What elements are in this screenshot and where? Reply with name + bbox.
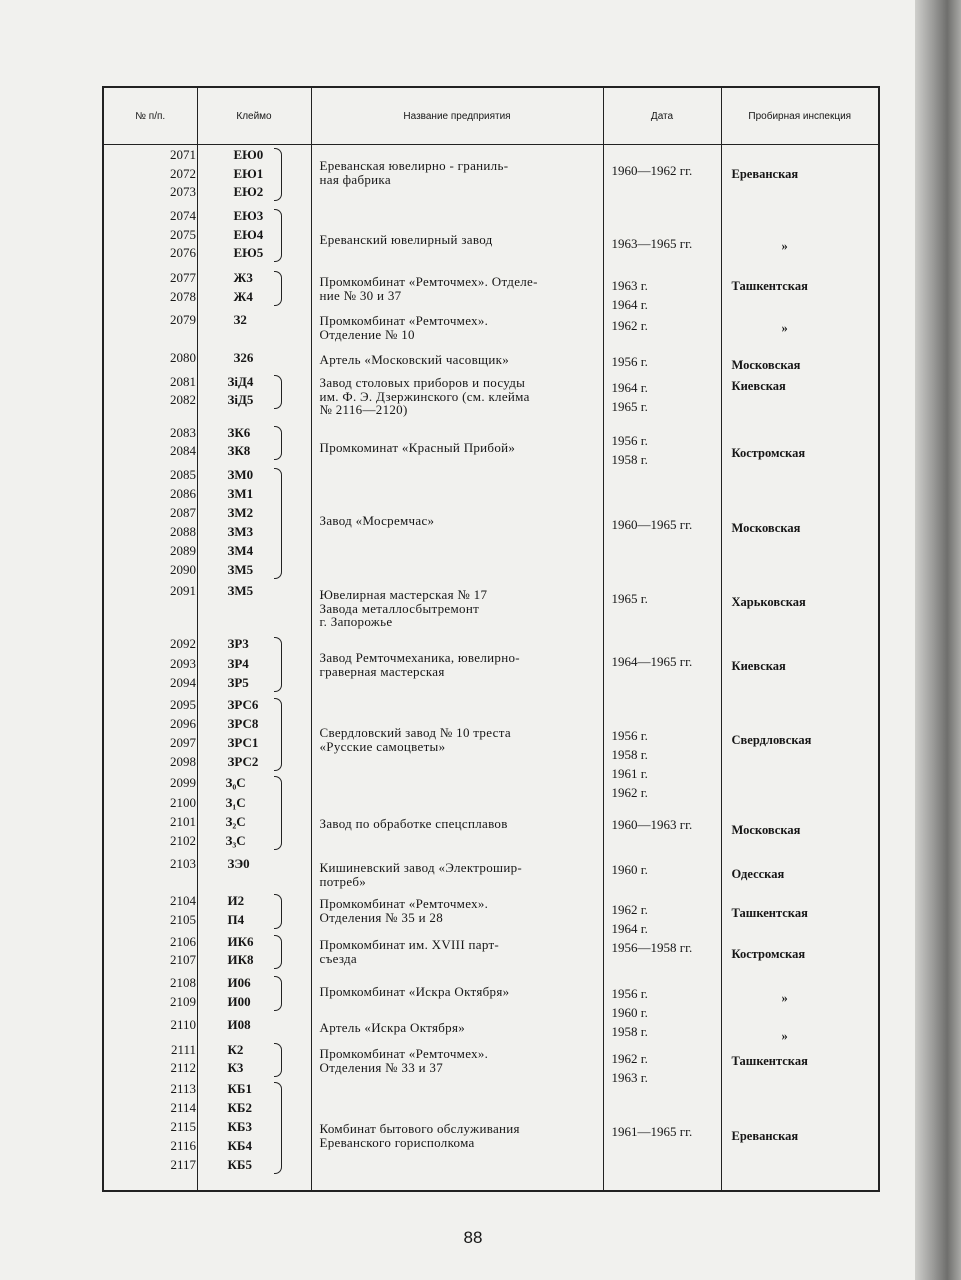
row-number: 2071: [170, 147, 196, 162]
row-number: 2109: [170, 994, 196, 1009]
hallmark-code: ЕЮ2: [233, 184, 264, 199]
hallmark-code: ЗМ1: [227, 486, 254, 501]
enterprise-name: Промкомбинат «Ремточмех». Отделение № 10: [319, 313, 489, 342]
hallmark-code: ЕЮ3: [233, 208, 264, 223]
enterprise-name: Завод столовых приборов и посуды им. Ф. Э. Дзержинского (см. клейма № 2116—2120): [319, 375, 530, 417]
hallmark-code: ЕЮ1: [233, 166, 264, 181]
hallmark-code: ЗК6: [227, 425, 251, 440]
hallmark-code: ЗРС2: [227, 754, 259, 769]
row-number: 2076: [170, 245, 196, 260]
hallmark-code: З₀С: [225, 775, 246, 790]
hallmark-code: И06: [227, 975, 251, 990]
row-number: 2073: [170, 184, 196, 199]
row-number: 2095: [170, 697, 196, 712]
hallmark-code: ЕЮ5: [233, 245, 264, 260]
hallmark-code: ЗР4: [227, 656, 249, 671]
date-range: 1960—1962 гг.: [611, 163, 693, 178]
hallmark-code: ЗРС1: [227, 735, 259, 750]
date-range: 1961—1965 гг.: [611, 1124, 693, 1139]
row-number: 2115: [170, 1119, 196, 1134]
hallmark-code: Ж3: [233, 270, 253, 285]
enterprise-name: Артель «Московский часовщик»: [319, 352, 510, 367]
date-range: 1964 г. 1965 г.: [611, 380, 648, 414]
hallmark-code: З₃С: [225, 833, 246, 848]
group-brace: [274, 375, 282, 409]
hallmark-code: К3: [227, 1060, 244, 1075]
row-number: 2082: [170, 392, 196, 407]
row-number: 2112: [170, 1060, 196, 1075]
table-header-row: [103, 87, 879, 145]
row-number: 2089: [170, 543, 196, 558]
hallmark-code: ИК6: [227, 934, 254, 949]
date-range: 1964—1965 гг.: [611, 654, 693, 669]
row-number: 2093: [170, 656, 196, 671]
enterprise-name: Завод Ремточмеханика, ювелирно- граверная мастерская: [319, 650, 520, 679]
row-number: 2080: [170, 350, 196, 365]
row-number: 2078: [170, 289, 196, 304]
hallmark-code: ЕЮ0: [233, 147, 264, 162]
date-range: 1962 г.: [611, 318, 648, 333]
row-number: 2091: [170, 583, 196, 598]
group-brace: [274, 1082, 282, 1174]
date-range: 1956 г. 1958 г.: [611, 433, 648, 467]
hallmark-code: КБ3: [227, 1119, 253, 1134]
enterprise-name: Кишиневский завод «Электрошир- потреб»: [319, 860, 523, 889]
enterprise-name: Промкомбинат им. XVIII парт- съезда: [319, 937, 500, 966]
row-number: 2098: [170, 754, 196, 769]
hallmark-code: КБ4: [227, 1138, 253, 1153]
row-number: 2117: [170, 1157, 196, 1172]
row-number: 2075: [170, 227, 196, 242]
hallmark-code: З₂С: [225, 814, 246, 829]
hallmark-code: ЗР3: [227, 636, 249, 651]
group-brace: [274, 426, 282, 460]
assay-inspection: »: [781, 991, 788, 1005]
group-brace: [274, 976, 282, 1011]
enterprise-name: Завод по обработке спецсплавов: [319, 816, 508, 831]
enterprise-name: Артель «Искра Октября»: [319, 1020, 466, 1035]
hallmark-code: З2: [233, 312, 247, 327]
row-number: 2099: [170, 775, 196, 790]
group-brace: [274, 935, 282, 969]
group-brace: [274, 468, 282, 579]
row-number: 2097: [170, 735, 196, 750]
date-range: 1963 г. 1964 г.: [611, 278, 648, 312]
row-number: 2111: [170, 1042, 196, 1057]
assay-inspection: Московская: [731, 358, 801, 372]
inspection-column: [722, 145, 879, 1190]
row-number: 2086: [170, 486, 196, 501]
date-range: 1956 г.: [611, 354, 648, 369]
row-number: 2101: [170, 814, 196, 829]
row-number: 2092: [170, 636, 196, 651]
assay-inspection: »: [781, 239, 788, 253]
header-date: Дата: [603, 87, 721, 145]
group-brace: [274, 271, 282, 306]
hallmark-code: ЗiД5: [227, 392, 254, 407]
group-brace: [274, 698, 282, 771]
row-number: 2090: [170, 562, 196, 577]
hallmark-code: ЗРС8: [227, 716, 259, 731]
date-range: 1956 г. 1958 г. 1961 г. 1962 г.: [611, 728, 648, 800]
hallmark-code: ЗМ5: [227, 583, 254, 598]
row-number: 2083: [170, 425, 196, 440]
hallmark-code: П4: [227, 912, 245, 927]
hallmark-code: КБ5: [227, 1157, 253, 1172]
assay-inspection: Киевская: [731, 379, 786, 393]
assay-inspection: Костромская: [731, 446, 806, 460]
assay-inspection: Ташкентская: [731, 1054, 808, 1068]
hallmark-code: ЗРС6: [227, 697, 259, 712]
enterprise-name: Комбинат бытового обслуживания Ереванского горисполкома: [319, 1121, 520, 1150]
hallmark-code: КБ2: [227, 1100, 253, 1115]
hallmark-code: ЗМ5: [227, 562, 254, 577]
page-edge-shadow: [915, 0, 961, 1280]
hallmark-code: К2: [227, 1042, 244, 1057]
row-number: 2085: [170, 467, 196, 482]
row-number: 2116: [170, 1138, 196, 1153]
hallmark-code: З₁С: [225, 795, 246, 810]
header-enterprise: Название предприятия: [311, 87, 603, 145]
assay-inspection: Киевская: [731, 659, 786, 673]
group-brace: [274, 148, 282, 201]
date-range: 1965 г.: [611, 591, 648, 606]
row-number: 2114: [170, 1100, 196, 1115]
assay-inspection: Ереванская: [731, 1129, 799, 1143]
group-brace: [274, 209, 282, 262]
row-number: 2105: [170, 912, 196, 927]
date-range: 1963—1965 гг.: [611, 236, 693, 251]
hallmark-register-table: [102, 86, 880, 1192]
assay-inspection: Московская: [731, 823, 801, 837]
assay-inspection: Костромская: [731, 947, 806, 961]
hallmark-code: ЕЮ4: [233, 227, 264, 242]
row-number: 2087: [170, 505, 196, 520]
group-brace: [274, 637, 282, 692]
assay-inspection: Ереванская: [731, 167, 799, 181]
group-brace: [274, 776, 282, 850]
header-inspection: Пробирная инспекция: [721, 87, 879, 145]
enterprise-name: Ереванская ювелирно - грaниль- ная фабрика: [319, 158, 509, 187]
enterprise-name: Ереванский ювелирный завод: [319, 232, 493, 247]
row-number: 2113: [170, 1081, 196, 1096]
hallmark-code: ИК8: [227, 952, 254, 967]
row-number: 2103: [170, 856, 196, 871]
row-number: 2100: [170, 795, 196, 810]
row-number: 2096: [170, 716, 196, 731]
hallmark-code: ЗМ2: [227, 505, 254, 520]
enterprise-name: Промкомбинат «Ремточмех». Отделения № 35 и 28: [319, 896, 489, 925]
date-range: 1956 г. 1960 г.: [611, 986, 648, 1020]
assay-inspection: Ташкентская: [731, 906, 808, 920]
row-number: 2104: [170, 893, 196, 908]
hallmark-code: ЗК8: [227, 443, 251, 458]
hallmark-code: КБ1: [227, 1081, 253, 1096]
assay-inspection: Харьковская: [731, 595, 806, 609]
enterprise-name: Промкомбинат «Ремточмех». Отделения № 33 и 37: [319, 1046, 489, 1075]
assay-inspection: Свердловская: [731, 733, 812, 747]
group-brace: [274, 1043, 282, 1077]
date-range: 1956—1958 гг.: [611, 940, 693, 955]
hallmark-code: И2: [227, 893, 245, 908]
hallmark-code: Ж4: [233, 289, 253, 304]
enterprise-column: [312, 145, 603, 1190]
enterprise-name: Свердловский завод № 10 треста «Русские самоцветы»: [319, 725, 511, 754]
mark-column: [198, 145, 311, 1190]
assay-inspection: Ташкентская: [731, 279, 808, 293]
row-number: 2074: [170, 208, 196, 223]
hallmark-code: З26: [233, 350, 254, 365]
number-column: [104, 145, 197, 1190]
group-brace: [274, 894, 282, 929]
hallmark-code: ЗМ4: [227, 543, 254, 558]
row-number: 2077: [170, 270, 196, 285]
assay-inspection: Одесская: [731, 867, 785, 881]
row-number: 2079: [170, 312, 196, 327]
hallmark-code: ЗЭ0: [227, 856, 250, 871]
row-number: 2088: [170, 524, 196, 539]
row-number: 2110: [170, 1017, 196, 1032]
row-number: 2102: [170, 833, 196, 848]
date-range: 1962 г. 1963 г.: [611, 1051, 648, 1085]
hallmark-code: ЗР5: [227, 675, 249, 690]
enterprise-name: Промкомбинат «Ремточмех». Отделе- ние № 30 и 37: [319, 274, 538, 303]
page-number: 88: [463, 1228, 483, 1247]
hallmark-code: ЗiД4: [227, 374, 254, 389]
hallmark-code: ЗМ3: [227, 524, 254, 539]
hallmark-code: И08: [227, 1017, 251, 1032]
header-mark: Клеймо: [197, 87, 311, 145]
enterprise-name: Промкомбинат «Искра Октября»: [319, 984, 510, 999]
hallmark-code: И00: [227, 994, 251, 1009]
enterprise-name: Промкоминат «Красный Прибой»: [319, 440, 516, 455]
row-number: 2081: [170, 374, 196, 389]
date-range: 1960—1965 гг.: [611, 517, 693, 532]
date-range: 1960 г.: [611, 862, 648, 877]
enterprise-name: Завод «Мосремчас»: [319, 513, 435, 528]
assay-inspection: Московская: [731, 521, 801, 535]
row-number: 2084: [170, 443, 196, 458]
row-number: 2094: [170, 675, 196, 690]
header-number: № п/п.: [103, 87, 197, 145]
assay-inspection: »: [781, 321, 788, 335]
date-column: [604, 145, 721, 1190]
date-range: 1960—1963 гг.: [611, 817, 693, 832]
row-number: 2106: [170, 934, 196, 949]
date-range: 1962 г. 1964 г.: [611, 902, 648, 936]
row-number: 2072: [170, 166, 196, 181]
date-range: 1958 г.: [611, 1024, 648, 1039]
hallmark-code: ЗМ0: [227, 467, 254, 482]
row-number: 2108: [170, 975, 196, 990]
assay-inspection: »: [781, 1029, 788, 1043]
enterprise-name: Ювелирная мастерская № 17 Завода металлосбытремонт г. Запорожье: [319, 587, 488, 629]
row-number: 2107: [170, 952, 196, 967]
